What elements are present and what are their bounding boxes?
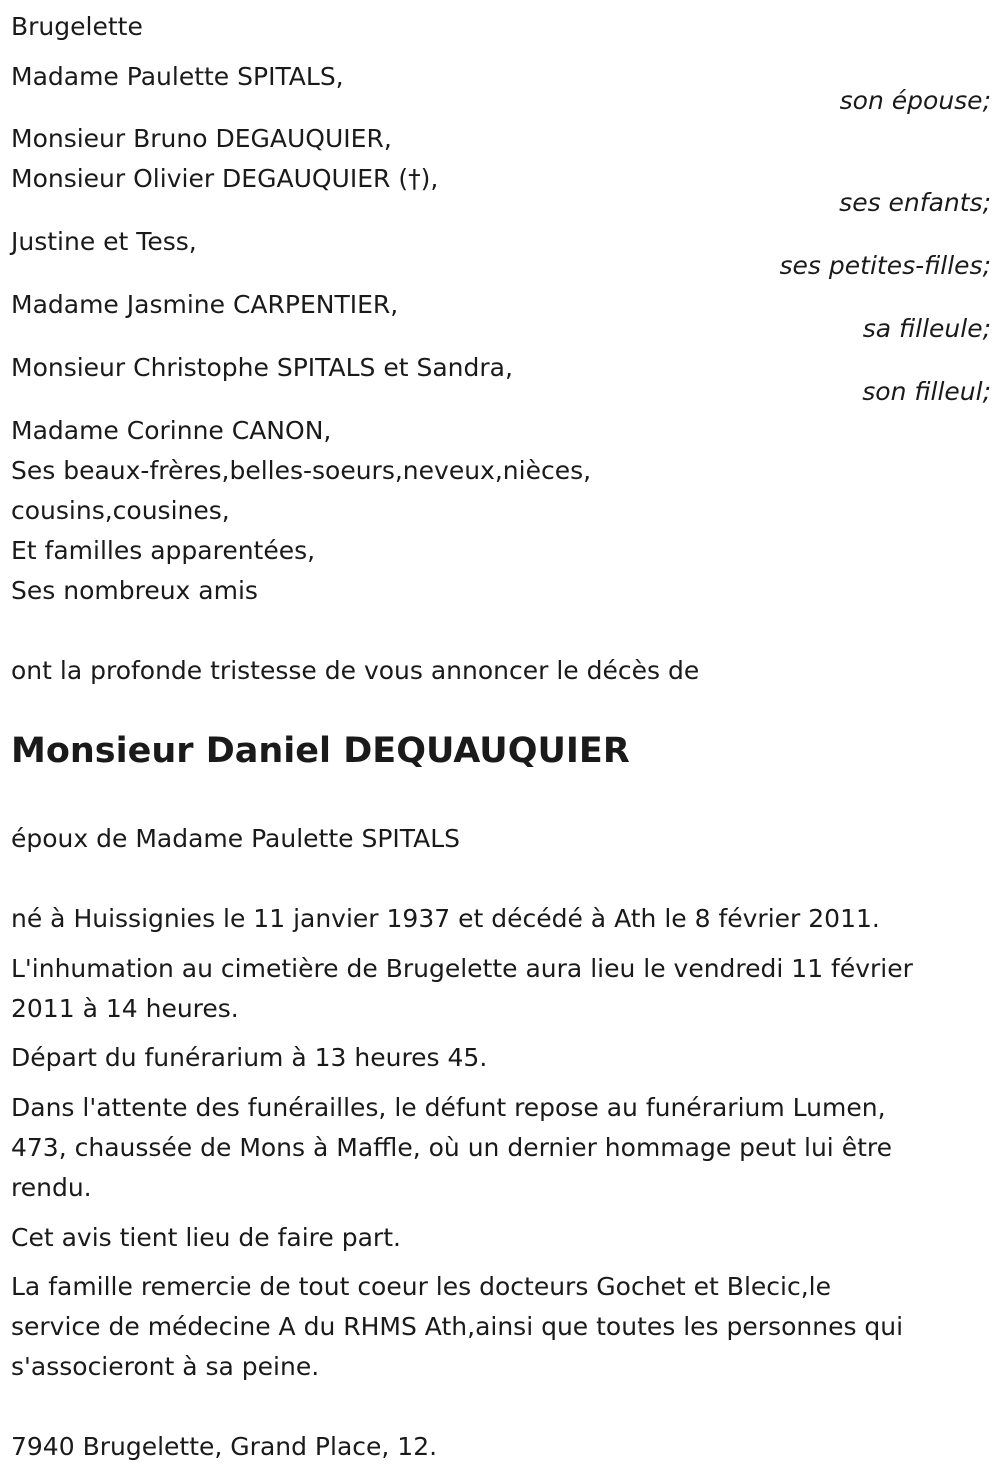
family-other-4: Et familles apparentées,	[11, 536, 316, 565]
burial-line-1: L'inhumation au cimetière de Brugelette aura lieu le vendredi 11 février	[11, 954, 913, 983]
spouse-role: son épouse;	[839, 86, 991, 115]
repose-line-2: 473, chaussée de Mons à Maffle, où un dernier hommage peut lui être	[11, 1133, 892, 1162]
thanks-line-1: La famille remercie de tout coeur les docteurs Gochet et Blecic,le	[11, 1272, 831, 1301]
child-name-1: Monsieur Bruno DEGAUQUIER,	[11, 124, 392, 153]
notice-line: Cet avis tient lieu de faire part.	[11, 1223, 401, 1252]
family-other-3: cousins,cousines,	[11, 496, 230, 525]
repose-line-1: Dans l'attente des funérailles, le défunt repose au funérarium Lumen,	[11, 1093, 886, 1122]
family-other-5: Ses nombreux amis	[11, 576, 258, 605]
announcement-intro: ont la profonde tristesse de vous annoncer le décès de	[11, 656, 700, 685]
burial-line-2: 2011 à 14 heures.	[11, 994, 239, 1023]
spouse-name: Madame Paulette SPITALS,	[11, 62, 344, 91]
goddaughter-name: Madame Jasmine CARPENTIER,	[11, 290, 399, 319]
godson-role: son filleul;	[862, 377, 991, 406]
departure-line: Départ du funérarium à 13 heures 45.	[11, 1043, 488, 1072]
child-name-2: Monsieur Olivier DEGAUQUIER (†),	[11, 164, 439, 193]
family-other-2: Ses beaux-frères,belles-soeurs,neveux,nièces,	[11, 456, 592, 485]
granddaughters-role: ses petites-filles;	[779, 251, 991, 280]
deceased-name: Monsieur Daniel DEQUAUQUIER	[11, 731, 630, 771]
thanks-line-2: service de médecine A du RHMS Ath,ainsi que toutes les personnes qui	[11, 1312, 904, 1341]
godson-name: Monsieur Christophe SPITALS et Sandra,	[11, 353, 513, 382]
goddaughter-role: sa filleule;	[862, 314, 991, 343]
family-other-1: Madame Corinne CANON,	[11, 416, 332, 445]
spouse-of-line: époux de Madame Paulette SPITALS	[11, 824, 461, 853]
birth-death-line: né à Huissignies le 11 janvier 1937 et décédé à Ath le 8 février 2011.	[11, 904, 880, 933]
children-role: ses enfants;	[839, 188, 991, 217]
granddaughters-names: Justine et Tess,	[11, 227, 197, 256]
repose-line-3: rendu.	[11, 1173, 92, 1202]
footer-address: 7940 Brugelette, Grand Place, 12.	[11, 1432, 438, 1461]
thanks-line-3: s'associeront à sa peine.	[11, 1352, 320, 1381]
header-place: Brugelette	[11, 12, 143, 41]
